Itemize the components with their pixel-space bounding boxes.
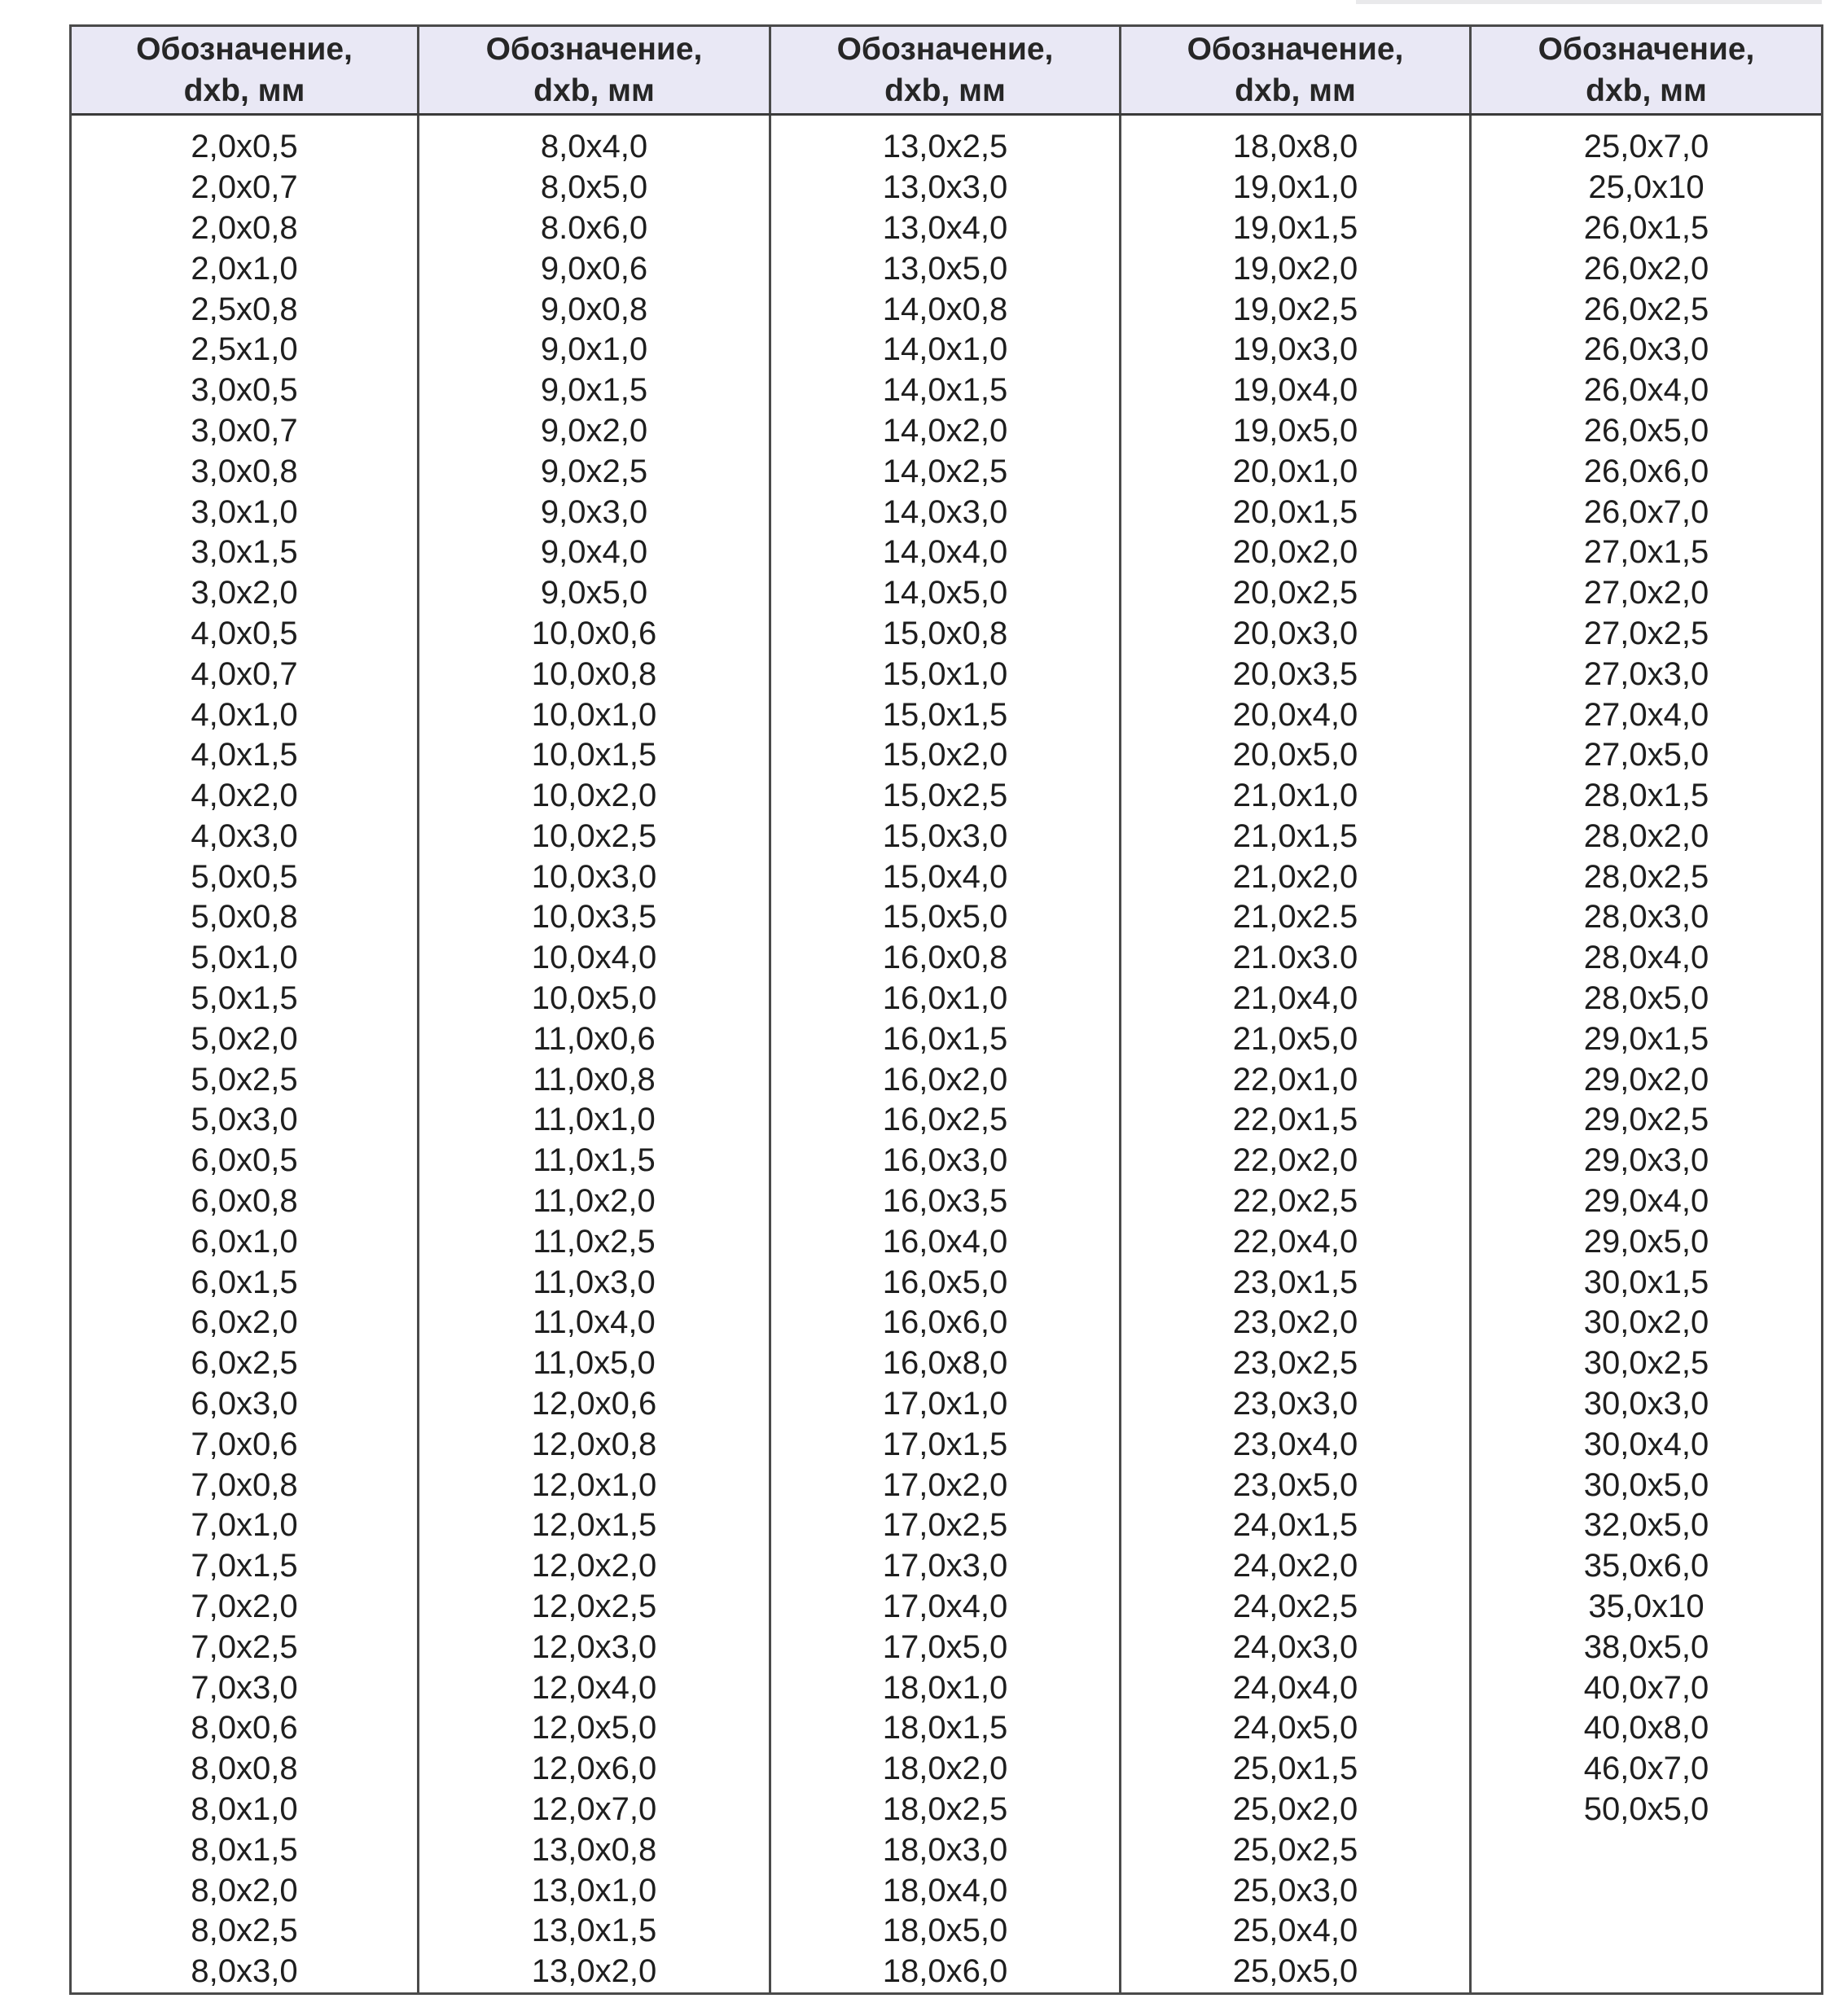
table-cell: 16,0x5,0 — [882, 1264, 1008, 1300]
table-cell: 24,0x3,0 — [1232, 1628, 1358, 1665]
table-cell: 35,0x10 — [1588, 1589, 1705, 1625]
table-cell: 22,0x1,0 — [1232, 1061, 1358, 1098]
table-cell: 10,0x4,0 — [531, 940, 657, 976]
table-cell: 16,0x2,5 — [882, 1102, 1008, 1138]
header-line: Обозначение, — [1187, 32, 1404, 68]
table-cell: 19,0x2,5 — [1232, 291, 1358, 327]
table-cell: 15,0x1,5 — [882, 696, 1008, 733]
table-cell: 9,0x5,0 — [540, 575, 648, 611]
table-cell: 27,0x2,5 — [1583, 615, 1709, 651]
table-cell: 7,0x1,0 — [191, 1507, 298, 1544]
table-cell: 25,0x1,5 — [1232, 1751, 1358, 1787]
table-cell: 17,0x5,0 — [882, 1628, 1008, 1665]
table-cell: 27,0x5,0 — [1583, 737, 1709, 774]
table-cell: 19,0x2,0 — [1232, 250, 1358, 287]
header-line: dxb, мм — [884, 73, 1006, 109]
table-cell: 38,0x5,0 — [1583, 1628, 1709, 1665]
table-cell: 17,0x3,0 — [882, 1548, 1008, 1584]
table-cell: 22,0x2,0 — [1232, 1142, 1358, 1179]
table-cell: 26,0x3,0 — [1583, 331, 1709, 368]
table-cell: 7,0x0,8 — [191, 1466, 298, 1503]
table-cell: 13,0x1,0 — [531, 1872, 657, 1909]
table-cell: 30,0x2,0 — [1583, 1304, 1709, 1341]
table-cell: 21,0x1,5 — [1232, 817, 1358, 854]
table-cell: 18,0x8,0 — [1232, 129, 1358, 165]
table-cell: 23,0x2,5 — [1232, 1345, 1358, 1382]
table-cell: 20,0x3,5 — [1232, 655, 1358, 692]
table-cell: 6,0x1,0 — [191, 1223, 298, 1260]
table-cell: 27,0x3,0 — [1583, 655, 1709, 692]
table-cell: 28,0x1,5 — [1583, 778, 1709, 814]
table-cell: 4,0x3,0 — [191, 817, 298, 854]
header-cell — [417, 27, 769, 113]
table-cell: 30,0x4,0 — [1583, 1426, 1709, 1462]
table-cell: 26,0x6,0 — [1583, 453, 1709, 489]
table-cell: 35,0x6,0 — [1583, 1548, 1709, 1584]
table-cell: 8,0x2,5 — [191, 1913, 298, 1949]
table-cell: 21,0x1,0 — [1232, 778, 1358, 814]
table-cell: 3,0x1,5 — [191, 534, 298, 571]
table-cell: 6,0x0,8 — [191, 1183, 298, 1220]
table-cell: 46,0x7,0 — [1583, 1751, 1709, 1787]
table-cell: 13,0x5,0 — [882, 250, 1008, 287]
table-cell: 15,0x2,5 — [882, 778, 1008, 814]
table-cell: 10,0x5,0 — [531, 980, 657, 1017]
table-cell: 21,0x4,0 — [1232, 980, 1358, 1017]
table-cell: 10,0x2,0 — [531, 778, 657, 814]
table-body — [72, 116, 1821, 1992]
table-cell: 13,0x1,5 — [531, 1913, 657, 1949]
table-cell: 12,0x1,0 — [531, 1466, 657, 1503]
table-cell: 19,0x5,0 — [1232, 412, 1358, 449]
table-cell: 4,0x0,7 — [191, 655, 298, 692]
table-cell: 13,0x4,0 — [882, 209, 1008, 246]
table-cell: 18,0x1,0 — [882, 1669, 1008, 1706]
table-cell: 18,0x3,0 — [882, 1831, 1008, 1868]
table-cell: 4,0x2,0 — [191, 778, 298, 814]
table-cell: 10,0x2,5 — [531, 817, 657, 854]
table-cell: 22,0x4,0 — [1232, 1223, 1358, 1260]
table-cell: 40,0x8,0 — [1583, 1710, 1709, 1746]
table-cell: 16,0x6,0 — [882, 1304, 1008, 1341]
table-cell: 20,0x4,0 — [1232, 696, 1358, 733]
header-line: Обозначение, — [136, 32, 353, 68]
table-cell: 25,0x10 — [1588, 169, 1705, 206]
table-cell: 30,0x3,0 — [1583, 1386, 1709, 1422]
table-cell: 12,0x1,5 — [531, 1507, 657, 1544]
table-cell: 30,0x5,0 — [1583, 1466, 1709, 1503]
table-cell: 16,0x3,0 — [882, 1142, 1008, 1179]
table-cell: 20,0x2,5 — [1232, 575, 1358, 611]
table-cell: 26,0x5,0 — [1583, 412, 1709, 449]
table-cell: 16,0x2,0 — [882, 1061, 1008, 1098]
table-cell: 12,0x0,6 — [531, 1386, 657, 1422]
table-cell: 11,0x5,0 — [533, 1345, 656, 1382]
table-cell: 5,0x1,5 — [191, 980, 298, 1017]
table-cell: 21.0x3.0 — [1232, 940, 1358, 976]
table-cell: 9,0x2,5 — [540, 453, 648, 489]
table-cell: 10,0x1,5 — [531, 737, 657, 774]
table-cell: 16,0x3,5 — [882, 1183, 1008, 1220]
table-cell: 18,0x2,0 — [882, 1751, 1008, 1787]
table-cell: 29,0x4,0 — [1583, 1183, 1709, 1220]
table-cell: 25,0x2,5 — [1232, 1831, 1358, 1868]
table-cell: 22,0x2,5 — [1232, 1183, 1358, 1220]
table-cell: 12,0x5,0 — [531, 1710, 657, 1746]
header-line: dxb, мм — [1235, 73, 1356, 109]
table-cell: 13,0x0,8 — [531, 1831, 657, 1868]
table-cell: 10,0x1,0 — [531, 696, 657, 733]
table-cell: 19,0x3,0 — [1232, 331, 1358, 368]
table-cell: 24,0x4,0 — [1232, 1669, 1358, 1706]
table-cell: 28,0x5,0 — [1583, 980, 1709, 1017]
table-cell: 30,0x1,5 — [1583, 1264, 1709, 1300]
table-cell: 17,0x4,0 — [882, 1589, 1008, 1625]
header-cell — [72, 27, 417, 113]
table-cell: 15,0x4,0 — [882, 858, 1008, 895]
table-cell: 12,0x3,0 — [531, 1628, 657, 1665]
table-cell: 9,0x2,0 — [540, 412, 648, 449]
table-cell: 16,0x0,8 — [882, 940, 1008, 976]
table-cell: 12,0x6,0 — [531, 1751, 657, 1787]
table-cell: 23,0x3,0 — [1232, 1386, 1358, 1422]
table-cell: 17,0x1,0 — [882, 1386, 1008, 1422]
table-cell: 11,0x0,8 — [533, 1061, 656, 1098]
table-cell: 23,0x5,0 — [1232, 1466, 1358, 1503]
table-cell: 14,0x3,0 — [882, 493, 1008, 530]
table-cell: 7,0x3,0 — [191, 1669, 298, 1706]
table-column — [769, 116, 1119, 1992]
table-cell: 27,0x1,5 — [1583, 534, 1709, 571]
table-cell: 25,0x7,0 — [1583, 129, 1709, 165]
table-cell: 8,0x4,0 — [540, 129, 648, 165]
table-cell: 10,0x0,8 — [531, 655, 657, 692]
table-cell: 23,0x1,5 — [1232, 1264, 1358, 1300]
table-cell: 7,0x0,6 — [191, 1426, 298, 1462]
table-cell: 5,0x2,5 — [191, 1061, 298, 1098]
table-cell: 9,0x0,6 — [540, 250, 648, 287]
header-cell — [1119, 27, 1469, 113]
table-cell: 13,0x3,0 — [882, 169, 1008, 206]
table-cell: 21,0x2,0 — [1232, 858, 1358, 895]
table-cell: 28,0x4,0 — [1583, 940, 1709, 976]
table-cell: 2,0x0,8 — [191, 209, 298, 246]
table-cell: 18,0x2,5 — [882, 1791, 1008, 1828]
table-cell: 20,0x5,0 — [1232, 737, 1358, 774]
table-cell: 7,0x2,0 — [191, 1589, 298, 1625]
table-cell: 2,0x0,5 — [191, 129, 298, 165]
table-cell: 24,0x1,5 — [1232, 1507, 1358, 1544]
table-cell: 17,0x1,5 — [882, 1426, 1008, 1462]
table-cell: 26,0x1,5 — [1583, 209, 1709, 246]
table-cell: 29,0x1,5 — [1583, 1020, 1709, 1057]
table-cell: 5,0x0,8 — [191, 899, 298, 936]
table-cell: 21,0x5,0 — [1232, 1020, 1358, 1057]
table-cell: 14,0x4,0 — [882, 534, 1008, 571]
top-edge-strip — [1356, 0, 1822, 4]
table-cell: 16,0x1,0 — [882, 980, 1008, 1017]
header-line: dxb, мм — [533, 73, 655, 109]
table-cell: 6,0x2,0 — [191, 1304, 298, 1341]
table-cell: 8,0x0,8 — [191, 1751, 298, 1787]
table-cell: 20,0x1,5 — [1232, 493, 1358, 530]
table-cell: 3,0x1,0 — [191, 493, 298, 530]
table-column — [417, 116, 769, 1992]
table-column — [72, 116, 417, 1992]
table-cell: 26,0x2,0 — [1583, 250, 1709, 287]
table-cell: 12,0x0,8 — [531, 1426, 657, 1462]
table-cell: 28,0x2,0 — [1583, 817, 1709, 854]
table-cell: 19,0x1,0 — [1232, 169, 1358, 206]
header-line: Обозначение, — [485, 32, 703, 68]
table-cell: 3,0x0,7 — [191, 412, 298, 449]
table-cell: 7,0x2,5 — [191, 1628, 298, 1665]
table-cell: 8,0x0,6 — [191, 1710, 298, 1746]
table-header-row — [72, 27, 1821, 116]
table-cell: 23,0x4,0 — [1232, 1426, 1358, 1462]
table-cell: 5,0x0,5 — [191, 858, 298, 895]
table-cell: 40,0x7,0 — [1583, 1669, 1709, 1706]
table-cell: 2,0x0,7 — [191, 169, 298, 206]
table-cell: 3,0x0,5 — [191, 372, 298, 409]
table-cell: 5,0x3,0 — [191, 1102, 298, 1138]
table-cell: 28,0x3,0 — [1583, 899, 1709, 936]
table-cell: 20,0x3,0 — [1232, 615, 1358, 651]
table-cell: 16,0x1,5 — [882, 1020, 1008, 1057]
table-cell: 6,0x2,5 — [191, 1345, 298, 1382]
table-cell: 19,0x1,5 — [1232, 209, 1358, 246]
header-line: dxb, мм — [1586, 73, 1707, 109]
table-cell: 9,0x1,0 — [540, 331, 648, 368]
header-line: Обозначение, — [836, 32, 1054, 68]
table-cell: 8.0x6,0 — [540, 209, 648, 246]
table-cell: 14,0x0,8 — [882, 291, 1008, 327]
header-line: Обозначение, — [1538, 32, 1755, 68]
table-cell: 14,0x5,0 — [882, 575, 1008, 611]
table-cell: 27,0x4,0 — [1583, 696, 1709, 733]
table-cell: 15,0x0,8 — [882, 615, 1008, 651]
table-column — [1469, 116, 1821, 1992]
table-cell: 4,0x1,0 — [191, 696, 298, 733]
table-cell: 12,0x2,0 — [531, 1548, 657, 1584]
table-cell: 18,0x5,0 — [882, 1913, 1008, 1949]
table-cell: 11,0x4,0 — [533, 1304, 656, 1341]
table-cell: 4,0x1,5 — [191, 737, 298, 774]
table-cell: 11,0x2,5 — [533, 1223, 656, 1260]
table-cell: 11,0x2,0 — [533, 1183, 656, 1220]
table-cell: 12,0x4,0 — [531, 1669, 657, 1706]
table-cell: 4,0x0,5 — [191, 615, 298, 651]
table-cell: 10,0x3,0 — [531, 858, 657, 895]
table-cell: 20,0x2,0 — [1232, 534, 1358, 571]
table-cell: 24,0x2,5 — [1232, 1589, 1358, 1625]
table-cell: 26,0x2,5 — [1583, 291, 1709, 327]
table-cell: 25,0x5,0 — [1232, 1953, 1358, 1990]
table-cell: 18,0x4,0 — [882, 1872, 1008, 1909]
table-cell: 3,0x0,8 — [191, 453, 298, 489]
table-cell: 11,0x3,0 — [533, 1264, 656, 1300]
table-cell: 25,0x2,0 — [1232, 1791, 1358, 1828]
table-cell: 26,0x7,0 — [1583, 493, 1709, 530]
table-cell: 12,0x2,5 — [531, 1589, 657, 1625]
table-cell: 27,0x2,0 — [1583, 575, 1709, 611]
table-cell: 6,0x0,5 — [191, 1142, 298, 1179]
table-cell: 25,0x4,0 — [1232, 1913, 1358, 1949]
table-cell: 2,5x1,0 — [191, 331, 298, 368]
table-cell: 8,0x2,0 — [191, 1872, 298, 1909]
table-cell: 29,0x2,5 — [1583, 1102, 1709, 1138]
table-cell: 8,0x3,0 — [191, 1953, 298, 1990]
table-cell: 17,0x2,0 — [882, 1466, 1008, 1503]
table-cell: 9,0x3,0 — [540, 493, 648, 530]
table-cell: 16,0x8,0 — [882, 1345, 1008, 1382]
table-cell: 15,0x2,0 — [882, 737, 1008, 774]
table-cell: 14,0x2,5 — [882, 453, 1008, 489]
table-cell: 15,0x1,0 — [882, 655, 1008, 692]
table-cell: 2,0x1,0 — [191, 250, 298, 287]
table-cell: 10,0x0,6 — [531, 615, 657, 651]
table-cell: 50,0x5,0 — [1583, 1791, 1709, 1828]
table-cell: 11,0x0,6 — [533, 1020, 656, 1057]
table-cell: 26,0x4,0 — [1583, 372, 1709, 409]
table-cell: 5,0x1,0 — [191, 940, 298, 976]
table-cell: 9,0x0,8 — [540, 291, 648, 327]
table-cell: 28,0x2,5 — [1583, 858, 1709, 895]
table-cell: 5,0x2,0 — [191, 1020, 298, 1057]
header-line: dxb, мм — [183, 73, 305, 109]
table-cell: 13,0x2,0 — [531, 1953, 657, 1990]
table-cell: 15,0x5,0 — [882, 899, 1008, 936]
table-cell: 11,0x1,0 — [533, 1102, 656, 1138]
table-cell: 15,0x3,0 — [882, 817, 1008, 854]
table-cell: 18,0x1,5 — [882, 1710, 1008, 1746]
table-cell: 18,0x6,0 — [882, 1953, 1008, 1990]
table-cell: 13,0x2,5 — [882, 129, 1008, 165]
size-table — [69, 24, 1823, 1995]
table-cell: 9,0x4,0 — [540, 534, 648, 571]
header-cell — [769, 27, 1119, 113]
table-cell: 30,0x2,5 — [1583, 1345, 1709, 1382]
table-cell: 8,0x1,5 — [191, 1831, 298, 1868]
table-cell: 23,0x2,0 — [1232, 1304, 1358, 1341]
table-cell: 14,0x1,5 — [882, 372, 1008, 409]
table-cell: 8,0x5,0 — [540, 169, 648, 206]
table-cell: 32,0x5,0 — [1583, 1507, 1709, 1544]
table-cell: 24,0x5,0 — [1232, 1710, 1358, 1746]
table-cell: 11,0x1,5 — [533, 1142, 656, 1179]
table-cell: 25,0x3,0 — [1232, 1872, 1358, 1909]
table-cell: 21,0x2.5 — [1232, 899, 1358, 936]
table-cell: 14,0x2,0 — [882, 412, 1008, 449]
table-cell: 19,0x4,0 — [1232, 372, 1358, 409]
table-column — [1119, 116, 1469, 1992]
table-cell: 9,0x1,5 — [540, 372, 648, 409]
table-cell: 16,0x4,0 — [882, 1223, 1008, 1260]
table-cell: 10,0x3,5 — [531, 899, 657, 936]
table-cell: 7,0x1,5 — [191, 1548, 298, 1584]
table-cell: 3,0x2,0 — [191, 575, 298, 611]
table-cell: 24,0x2,0 — [1232, 1548, 1358, 1584]
table-cell: 14,0x1,0 — [882, 331, 1008, 368]
table-cell: 29,0x5,0 — [1583, 1223, 1709, 1260]
table-cell: 29,0x2,0 — [1583, 1061, 1709, 1098]
table-cell: 17,0x2,5 — [882, 1507, 1008, 1544]
table-cell: 6,0x3,0 — [191, 1386, 298, 1422]
table-cell: 6,0x1,5 — [191, 1264, 298, 1300]
table-cell: 20,0x1,0 — [1232, 453, 1358, 489]
table-cell: 22,0x1,5 — [1232, 1102, 1358, 1138]
header-cell — [1469, 27, 1821, 113]
table-cell: 2,5x0,8 — [191, 291, 298, 327]
table-cell: 8,0x1,0 — [191, 1791, 298, 1828]
table-cell: 12,0x7,0 — [531, 1791, 657, 1828]
table-cell: 29,0x3,0 — [1583, 1142, 1709, 1179]
